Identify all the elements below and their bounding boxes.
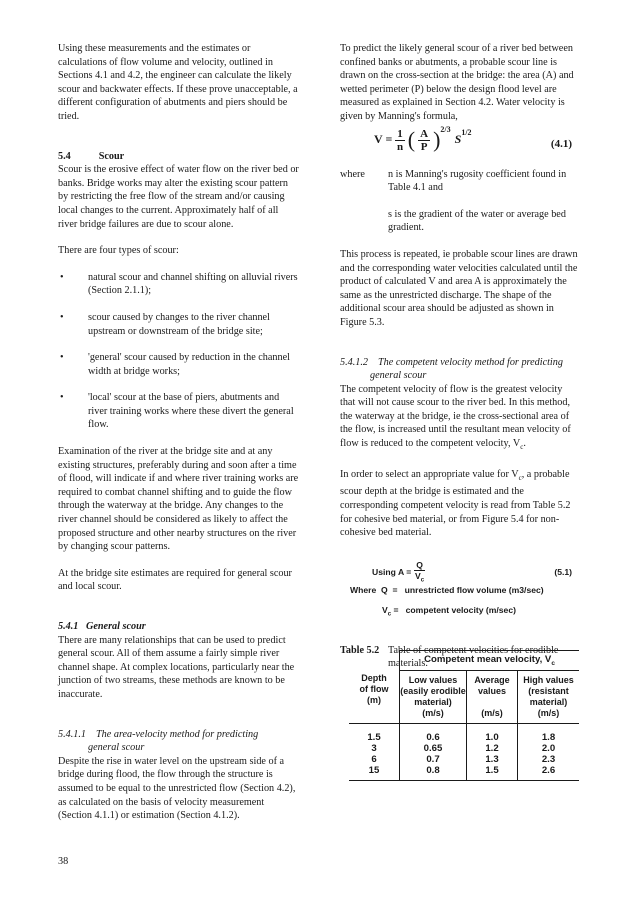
paragraph: Despite the rise in water level on the upstream side of a bridge during flood, the flow through the structure is assumed to be equal to the unrestricted flow (Section 4.2), as calculated on the basis of velocity measurement (Section 4.1.1) or estimation (Section 4.1.2). [58, 755, 296, 822]
header-depth: Depth of flow (m) [349, 671, 400, 724]
where-block [340, 208, 580, 235]
header-competent-velocity: Competent mean velocity, $V_c$ [400, 651, 580, 671]
section-heading-5-4-1-2: 5.4.1.2 The competent velocity method for predicting [340, 356, 563, 368]
bullet-icon: • [60, 271, 64, 283]
paragraph: Examination of the river at the bridge site and at any existing structures, preferably during and soon after a time of flood, will indicate if and where river training works are required to combat channel shifting and to guide the flow through the waterway at the bridge. Any changes to the river channel should be considered as likely to affect the proposed structure and other nearby structures on the river by changing scour patterns. [58, 446, 299, 553]
eq51-expression: Using A = $\frac{Q}{V_c}$ [372, 559, 425, 584]
table-label: Table 5.2 [340, 644, 380, 656]
where-block [340, 168, 580, 195]
paragraph: In order to select an appropriate value for $V_c$, a probable scour depth at the bridge is estimated and the corresponding competent velocity is read from Table 5.2 for cohesive bed material, or from Figure 5.4 for non-cohesive bed material. [340, 468, 571, 539]
equation-number: (5.1) [554, 566, 572, 577]
list-item: • 'local' scour at the base of piers, abutments and river training works where these divert the general flow. [60, 392, 294, 431]
bullet-icon: • [60, 311, 64, 323]
heading-continuation: general scour [370, 370, 427, 382]
formula-expression: V = $\frac{1}{n}$ ( $\frac{A}{P}$ ) $^{2/3}$ S $^{1/2}$ [374, 125, 472, 153]
where-n: n is Manning's rugosity coefficient found in Table 4.1 and [388, 168, 567, 194]
competent-velocity-table [349, 650, 579, 781]
paren-open: ( [407, 127, 416, 153]
bullet-icon: • [60, 392, 64, 404]
eq51-where-line: Where Q = unrestricted flow volume (m3/sec) [350, 584, 544, 595]
header-low-values: Low values (easily erodible material) (m/s) [400, 671, 467, 724]
paren-close: ) [433, 127, 441, 153]
list-item: • scour caused by changes to the river channel upstream or downstream of the bridge site; [60, 311, 270, 337]
bullet-icon: • [60, 352, 64, 364]
paragraph: There are many relationships that can be used to predict general scour. All of them assume a fairly simple river channel shape. At complex locations, particularly near the junction of two streams, these methods are known to be inaccurate. [58, 634, 295, 700]
paragraph: Scour is the erosive effect of water flow on the river bed or banks. Bridge works may alter the existing scour pattern by restricting the free flow of the stream and/or causing local changes to the current. Approximately half of all river bridge failures are due to scour alone. [58, 164, 299, 230]
list-item: • natural scour and channel shifting on alluvial rivers (Section 2.1.1); [60, 271, 298, 297]
where-label: where [340, 168, 365, 180]
section-heading-5-4-1-1: 5.4.1.1 The area-velocity method for predicting [58, 728, 259, 740]
heading-continuation: general scour [88, 742, 145, 754]
paragraph: This process is repeated, ie probable scour lines are drawn and the corresponding water velocities calculated until the product of calculated V and area A is approximately the same as the unrestricted discharge. The shape of the additional scour area should be adjusted as shown in Figure 5.3. [340, 248, 578, 328]
table-row: 15 0.8 1.5 2.6 [349, 765, 579, 781]
header-high-values: High values (resistant material) (m/s) [518, 671, 580, 724]
table-row: 1.5 0.6 1.0 1.8 [349, 732, 579, 743]
section-heading-5-4 [58, 150, 300, 164]
header-average-values: Average values (m/s) [467, 671, 518, 724]
fraction-a-over-p: $\frac{A}{P}$ [420, 127, 429, 153]
paragraph: Using these measurements and the estimates or calculations of flow volume and velocity, outlined in Sections 4.1 and 4.2, the engineer can calculate the likely scour and backwater effects. If these prove unacceptable, a different configuration of abutments and piers should be tried. [58, 43, 298, 122]
right-column [340, 42, 580, 671]
table-row: 6 0.7 1.3 2.3 [349, 754, 579, 765]
equation-number: (4.1) [550, 137, 572, 150]
section-heading-5-4-1: 5.4.1 General scour [58, 621, 146, 632]
heading-title: Scour [98, 150, 125, 162]
paragraph: There are four types of scour: [58, 245, 179, 257]
left-column [58, 42, 300, 823]
table-header-row [349, 651, 579, 671]
table-caption-text: Table of competent velocities for erodible materials. [388, 644, 559, 670]
page-number: 38 [58, 856, 69, 867]
where-s: s is the gradient of the water or average bed gradient. [388, 208, 566, 234]
list-item: • 'general' scour caused by reduction in the channel width at bridge works; [60, 352, 290, 377]
table-subheader-row [349, 671, 579, 724]
eq51-vc-line: $V_c$ = competent velocity (m/sec) [382, 604, 516, 618]
fraction-one-over-n: $\frac{1}{n}$ [396, 127, 404, 153]
paragraph: At the bridge site estimates are required for general scour and local scour. [58, 567, 292, 593]
paragraph: To predict the likely general scour of a river bed between confined banks or abutments, a probable scour line is drawn on the cross-section at the bridge: the area (A) and wetted perimeter (P) below the design flood level are measured as explained in Section 4.2. Water velocity is given by Manning's formula, [340, 43, 574, 122]
paragraph: The competent velocity of flow is the greatest velocity that will not cause scour to the river bed. In this method, the waterway at the bridge, ie the cross-sectional area of the flow, is increased until the resultant mean velocity of flow is reduced to the competent velocity, $V_c$. [340, 383, 571, 452]
scour-types-list [58, 271, 300, 432]
equation-5-1 [340, 552, 580, 622]
heading-number: 5.4 [58, 150, 71, 162]
mannings-formula [340, 124, 580, 168]
table-row: 3 0.65 1.2 2.0 [349, 743, 579, 754]
